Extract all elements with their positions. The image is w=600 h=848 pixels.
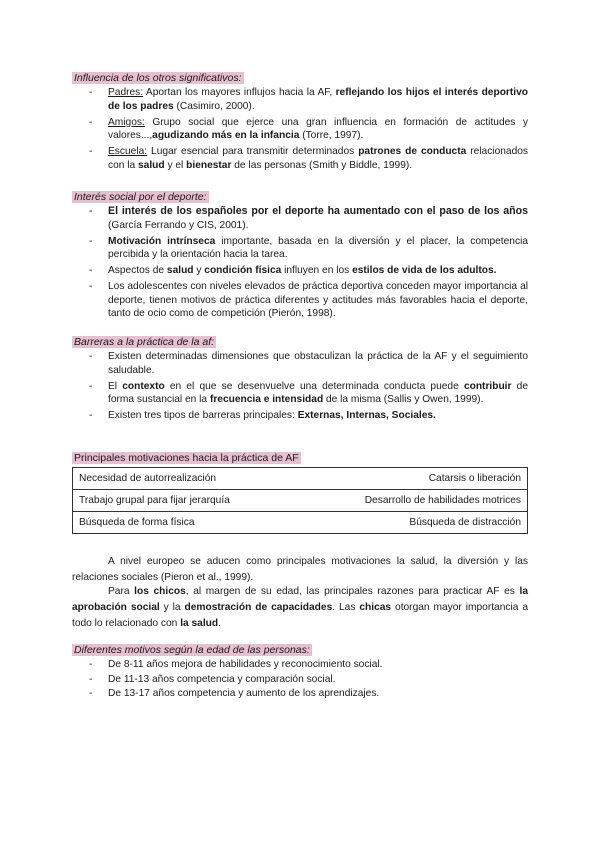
list-influencia xyxy=(72,86,528,175)
list-item: - Motivación intrínseca importante, basada en la diversión y el placer, la competencia percibida y la orientación hacia la tarea. xyxy=(72,235,528,262)
list-item: - Existen determinadas dimensiones que obstaculizan la práctica de la AF y el seguimiento saludable. xyxy=(72,350,528,377)
table-row xyxy=(73,490,528,512)
list-item: - De 8-11 años mejora de habilidades y reconocimiento social. xyxy=(72,658,528,672)
table-cell: Necesidad de autorrealización xyxy=(73,468,297,490)
paragraph-chicos-chicas: Para los chicos, al margen de su edad, las principales razones para practicar AF es la aprobación social y la demostración de capacidades. Las chicas otorgan mayor importancia a todo lo relacionado con la salud. xyxy=(72,586,528,629)
list-item: - Los adolescentes con niveles elevados de práctica deportiva conceden mayor importancia al deporte, tienen motivos de práctica diferentes y actitudes más favorables hacia el deporte, tanto de ocio como de competición (Pierón, 1998). xyxy=(72,280,528,321)
list-item: - De 13-17 años competencia y aumento de los aprendizajes. xyxy=(72,687,528,701)
table-caption: Principales motivaciones hacia la práctica de AF xyxy=(74,452,299,464)
table-row xyxy=(73,468,528,490)
table-row xyxy=(73,512,528,534)
motivations-table xyxy=(72,467,528,534)
section-heading-influencia: Influencia de los otros significativos: xyxy=(74,72,242,84)
list-barreras xyxy=(72,350,528,425)
list-item: - Escuela: Lugar esencial para transmitir determinados patrones de conducta relacionados con la salud y el bienestar de las personas (Smith y Biddle, 1999). xyxy=(72,145,528,172)
table-cell: Trabajo grupal para fijar jerarquía xyxy=(73,490,297,512)
list-item: - Amigos: Grupo social que ejerce una gran influencia en formación de actitudes y valores...,agudizando más en la infancia (Torre, 1997). xyxy=(72,116,528,143)
list-item: - De 11-13 años competencia y comparación social. xyxy=(72,673,528,687)
list-item: - El contexto en el que se desenvuelve una determinada conducta puede contribuir de forma sustancial en la frecuencia e intensidad de la misma (Sallis y Owen, 1999). xyxy=(72,380,528,407)
list-item: - Existen tres tipos de barreras principales: Externas, Internas, Sociales. xyxy=(72,409,528,423)
table-cell: Búsqueda de forma física xyxy=(73,512,297,534)
section-heading-edad: Diferentes motivos según la edad de las personas: xyxy=(74,644,310,656)
list-item: - Aspectos de salud y condición física influyen en los estilos de vida de los adultos. xyxy=(72,264,528,278)
list-interes xyxy=(72,205,528,323)
list-item: - El interés de los españoles por el deporte ha aumentado con el paso de los años (García Ferrando y CIS, 2001). xyxy=(72,205,528,232)
table-cell: Desarrollo de habilidades motrices xyxy=(296,490,527,512)
paragraph-europa: A nivel europeo se aducen como principales motivaciones la salud, la diversión y las relaciones sociales (Pieron et al., 1999). xyxy=(72,556,528,583)
section-heading-barreras: Barreras a la práctica de la af: xyxy=(74,336,215,348)
table-cell: Catarsis o liberación xyxy=(296,468,527,490)
section-heading-interes: Interés social por el deporte: xyxy=(74,191,207,203)
list-edad xyxy=(72,658,528,703)
list-item: - Padres: Aportan los mayores influjos hacia la AF, reflejando los hijos el interés deportivo de los padres (Casimiro, 2000). xyxy=(72,86,528,113)
table-cell: Búsqueda de distracción xyxy=(296,512,527,534)
